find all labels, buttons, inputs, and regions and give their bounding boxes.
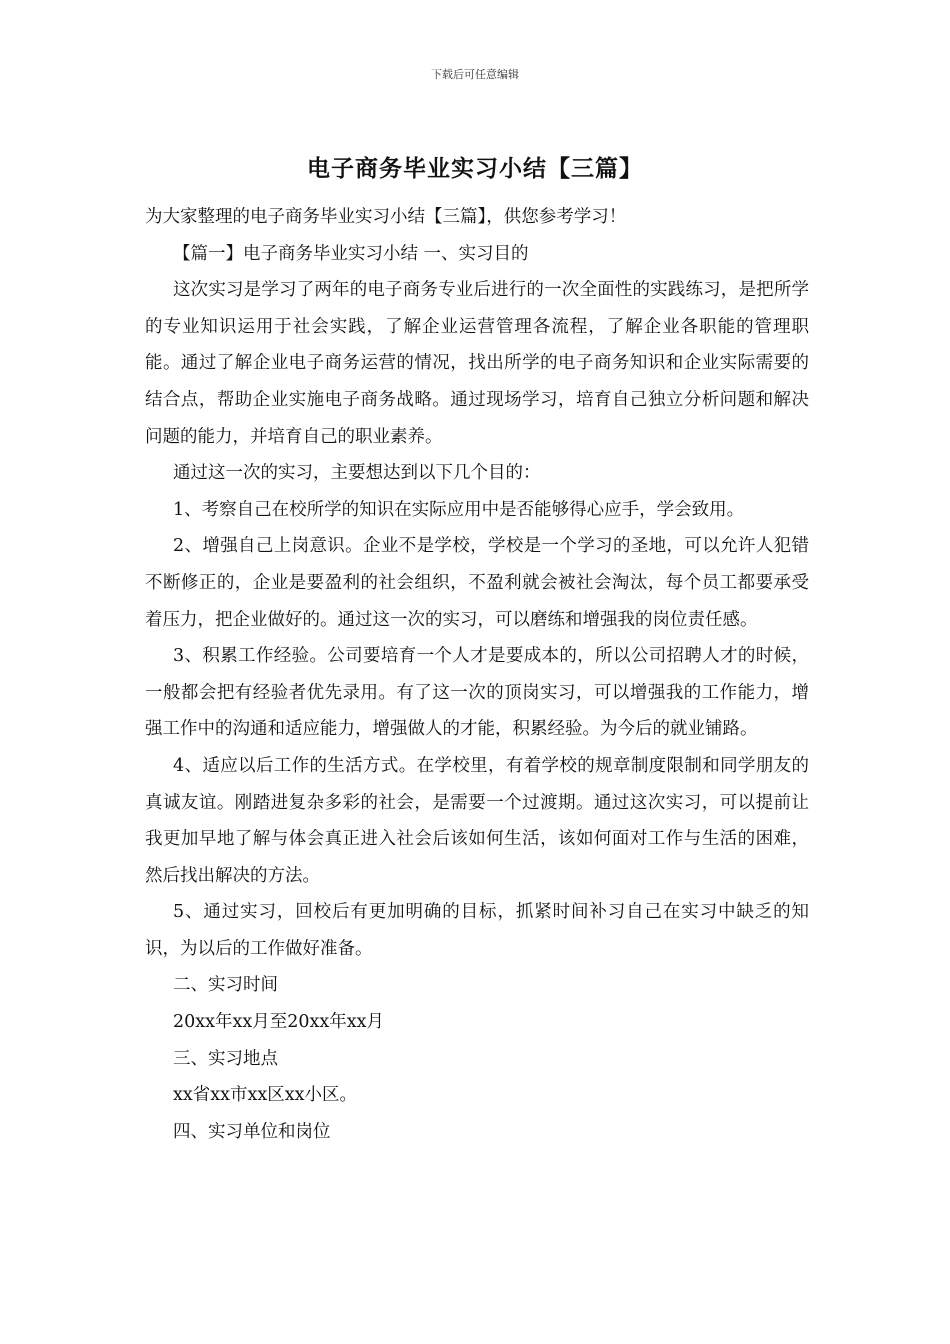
paragraph: 2、增强自己上岗意识。企业不是学校，学校是一个学习的圣地，可以允许人犯错不断修正的，企业是要盈利的社会组织，不盈利就会被社会淘汰，每个员工都要承受着压力，把企业做好的。通过这一次的实习，可以磨练和增强我的岗位责任感。 — [145, 536, 809, 630]
paragraph: 1、考察自己在校所学的知识在实际应用中是否能够得心应手，学会致用。 — [173, 499, 745, 520]
paragraph: 4、适应以后工作的生活方式。在学校里，有着学校的规章制度限制和同学朋友的真诚友谊。刚踏进复杂多彩的社会，是需要一个过渡期。通过这次实习，可以提前让我更加早地了解与体会真正进入社会后该如何生活，该如何面对工作与生活的困难，然后找出解决的方法。 — [145, 755, 809, 886]
paragraph: 四、实习单位和岗位 — [173, 1121, 331, 1142]
paragraph: 为大家整理的电子商务毕业实习小结【三篇】，供您参考学习！ — [145, 207, 627, 227]
paragraph: 【篇一】电子商务毕业实习小结 一、实习目的 — [173, 243, 529, 264]
paragraph: 5、通过实习，回校后有更加明确的目标，抓紧时间补习自己在实习中缺乏的知识，为以后的工作做好准备。 — [145, 902, 809, 959]
document-title: 电子商务毕业实习小结【三篇】 — [307, 155, 643, 182]
page-header-note: 下载后可任意编辑 — [431, 68, 519, 81]
paragraph: 二、实习时间 — [173, 975, 278, 996]
paragraph: 3、积累工作经验。公司要培育一个人才是要成本的，所以公司招聘人才的时候，一般都会把有经验者优先录用。有了这一次的顶岗实习，可以增强我的工作能力，增强工作中的沟通和适应能力，增强做人的才能，积累经验。为今后的就业铺路。 — [145, 646, 809, 740]
paragraph: 三、实习地点 — [173, 1048, 278, 1069]
paragraph: 20xx年xx月至20xx年xx月 — [173, 1012, 384, 1033]
document-body — [145, 199, 809, 1150]
paragraph: xx省xx市xx区xx小区。 — [173, 1085, 357, 1106]
paragraph: 这次实习是学习了两年的电子商务专业后进行的一次全面性的实践练习，是把所学的专业知识运用于社会实践，了解企业运营管理各流程，了解企业各职能的管理职能。通过了解企业电子商务运营的情况，找出所学的电子商务知识和企业实际需要的结合点，帮助企业实施电子商务战略。通过现场学习，培育自己独立分析问题和解决问题的能力，并培育自己的职业素养。 — [145, 280, 809, 447]
paragraph: 通过这一次的实习，主要想达到以下几个目的： — [173, 463, 541, 484]
